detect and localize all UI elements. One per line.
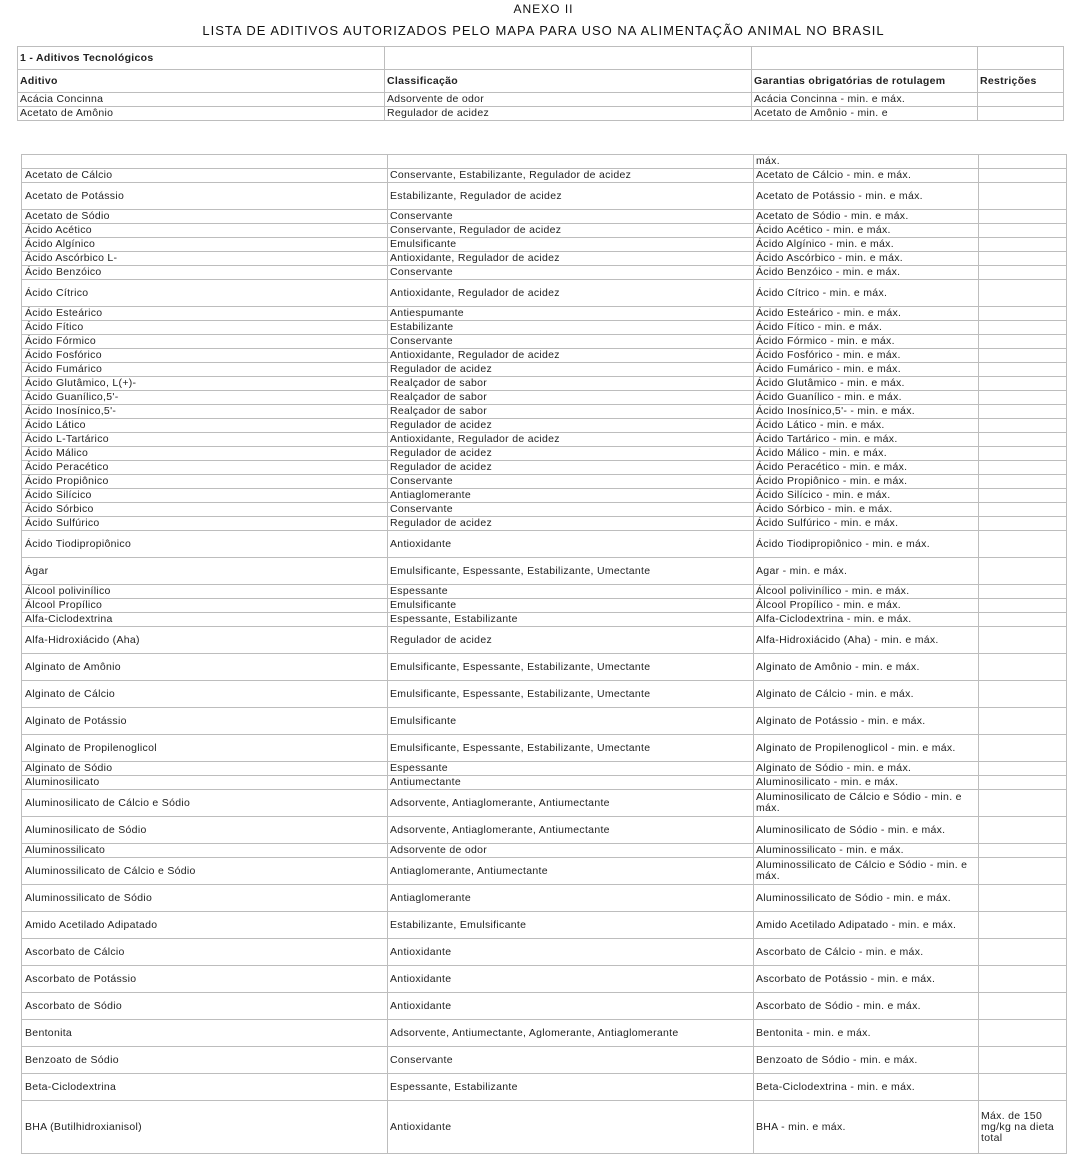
cell-aditivo: Ácido Sulfúrico xyxy=(22,517,388,531)
table-row xyxy=(22,1047,1067,1074)
table-row xyxy=(22,1074,1067,1101)
cell-classificacao: Realçador de sabor xyxy=(388,377,754,391)
cell-restricoes xyxy=(979,558,1067,585)
cell-aditivo: Alginato de Amônio xyxy=(22,654,388,681)
table-row xyxy=(22,321,1067,335)
cell-classificacao: Emulsificante, Espessante, Estabilizante, Umectante xyxy=(388,654,754,681)
cell-garantias: Ácido Benzóico - min. e máx. xyxy=(754,266,979,280)
table-row xyxy=(22,363,1067,377)
table-row xyxy=(22,939,1067,966)
cell-classificacao: Conservante xyxy=(388,210,754,224)
table-row xyxy=(22,461,1067,475)
cell-aditivo: Ácido Acético xyxy=(22,224,388,238)
cell-aditivo: Acácia Concinna xyxy=(18,93,385,107)
cell-garantias: Aluminosilicato de Sódio - min. e máx. xyxy=(754,817,979,844)
cell-garantias: Ascorbato de Potássio - min. e máx. xyxy=(754,966,979,993)
cell-aditivo: Aluminosilicato de Cálcio e Sódio xyxy=(22,790,388,817)
cell-classificacao: Antioxidante xyxy=(388,966,754,993)
cell-restricoes xyxy=(979,461,1067,475)
cell-garantias: Agar - min. e máx. xyxy=(754,558,979,585)
table-row xyxy=(22,169,1067,183)
cell-garantias: Ácido Acético - min. e máx. xyxy=(754,224,979,238)
table-row xyxy=(22,475,1067,489)
cell-classificacao: Conservante xyxy=(388,503,754,517)
cell-classificacao: Conservante xyxy=(388,335,754,349)
cell-aditivo: Alfa-Ciclodextrina xyxy=(22,613,388,627)
cell-classificacao: Conservante xyxy=(388,266,754,280)
table-row xyxy=(22,517,1067,531)
cell-restricoes xyxy=(979,280,1067,307)
cell-restricoes xyxy=(979,735,1067,762)
table-row xyxy=(22,210,1067,224)
cell-classificacao: Estabilizante, Emulsificante xyxy=(388,912,754,939)
cell-restricoes xyxy=(979,433,1067,447)
cell-classificacao: Conservante xyxy=(388,475,754,489)
cell-restricoes xyxy=(979,844,1067,858)
cell-aditivo: Aluminossilicato de Cálcio e Sódio xyxy=(22,858,388,885)
cell-aditivo: Alfa-Hidroxiácido (Aha) xyxy=(22,627,388,654)
cell-aditivo: Ácido Peracético xyxy=(22,461,388,475)
cell-garantias: máx. xyxy=(754,155,979,169)
cell-garantias: Ácido Tiodipropiônico - min. e máx. xyxy=(754,531,979,558)
cell-aditivo: Ácido Málico xyxy=(22,447,388,461)
cell-garantias: Álcool Propílico - min. e máx. xyxy=(754,599,979,613)
cell-restricoes xyxy=(978,107,1064,121)
cell-restricoes xyxy=(979,363,1067,377)
cell-garantias: Ascorbato de Cálcio - min. e máx. xyxy=(754,939,979,966)
cell-classificacao: Antioxidante, Regulador de acidez xyxy=(388,252,754,266)
table-row xyxy=(22,681,1067,708)
cell-aditivo: Aluminossilicato de Sódio xyxy=(22,885,388,912)
cell-aditivo: Ácido Esteárico xyxy=(22,307,388,321)
cell-garantias: Ácido Málico - min. e máx. xyxy=(754,447,979,461)
cell-classificacao: Antiaglomerante, Antiumectante xyxy=(388,858,754,885)
cell-restricoes xyxy=(979,517,1067,531)
column-header-restricoes: Restrições xyxy=(978,70,1064,93)
column-header-garantias: Garantias obrigatórias de rotulagem xyxy=(752,70,978,93)
cell-garantias: Acácia Concinna - min. e máx. xyxy=(752,93,978,107)
cell-classificacao: Antioxidante xyxy=(388,993,754,1020)
cell-garantias: Ácido Lático - min. e máx. xyxy=(754,419,979,433)
cell-garantias: Ácido Propiônico - min. e máx. xyxy=(754,475,979,489)
cell-garantias: Ascorbato de Sódio - min. e máx. xyxy=(754,993,979,1020)
cell-garantias: Benzoato de Sódio - min. e máx. xyxy=(754,1047,979,1074)
cell-garantias: Acetato de Cálcio - min. e máx. xyxy=(754,169,979,183)
column-header-classificacao: Classificação xyxy=(385,70,752,93)
cell-classificacao: Conservante xyxy=(388,1047,754,1074)
cell-classificacao: Regulador de acidez xyxy=(388,419,754,433)
cell-garantias: Ácido Fórmico - min. e máx. xyxy=(754,335,979,349)
cell-restricoes xyxy=(979,599,1067,613)
table-row xyxy=(22,349,1067,363)
cell-classificacao: Regulador de acidez xyxy=(388,627,754,654)
cell-aditivo: Aluminossilicato xyxy=(22,844,388,858)
table-row xyxy=(22,531,1067,558)
cell-restricoes xyxy=(979,377,1067,391)
table-row xyxy=(22,224,1067,238)
table-row xyxy=(22,885,1067,912)
cell-restricoes xyxy=(979,654,1067,681)
table-row xyxy=(22,735,1067,762)
cell-classificacao: Realçador de sabor xyxy=(388,405,754,419)
column-header-row xyxy=(18,70,1064,93)
table-row xyxy=(22,280,1067,307)
cell-garantias: Ácido Tartárico - min. e máx. xyxy=(754,433,979,447)
cell-aditivo: Ácido L-Tartárico xyxy=(22,433,388,447)
cell-garantias: Ácido Fosfórico - min. e máx. xyxy=(754,349,979,363)
table-row xyxy=(22,391,1067,405)
table-row xyxy=(22,447,1067,461)
table-row xyxy=(22,762,1067,776)
cell-aditivo: Acetato de Amônio xyxy=(18,107,385,121)
cell-restricoes: Máx. de 150 mg/kg na dieta total xyxy=(979,1101,1067,1154)
cell-aditivo: Ácido Silícico xyxy=(22,489,388,503)
table-row xyxy=(22,627,1067,654)
cell-classificacao: Antiumectante xyxy=(388,776,754,790)
cell-classificacao: Regulador de acidez xyxy=(388,447,754,461)
cell-restricoes xyxy=(979,966,1067,993)
table-row xyxy=(22,599,1067,613)
cell-restricoes xyxy=(979,307,1067,321)
cell-aditivo: Aluminosilicato de Sódio xyxy=(22,817,388,844)
cell-restricoes xyxy=(979,1020,1067,1047)
table-row xyxy=(22,503,1067,517)
cell-classificacao: Regulador de acidez xyxy=(388,517,754,531)
cell-classificacao: Espessante xyxy=(388,762,754,776)
cell-garantias: Ácido Guanílico - min. e máx. xyxy=(754,391,979,405)
cell-classificacao: Estabilizante, Regulador de acidez xyxy=(388,183,754,210)
cell-garantias: Ácido Cítrico - min. e máx. xyxy=(754,280,979,307)
cell-aditivo: Ácido Benzóico xyxy=(22,266,388,280)
cell-classificacao: Antiespumante xyxy=(388,307,754,321)
table-row xyxy=(22,993,1067,1020)
table-row xyxy=(22,433,1067,447)
annex-label: ANEXO II xyxy=(513,2,574,16)
cell-aditivo: Álcool Propílico xyxy=(22,599,388,613)
table-row xyxy=(22,489,1067,503)
cell-aditivo: Aluminosilicato xyxy=(22,776,388,790)
cell-restricoes xyxy=(979,627,1067,654)
cell-aditivo: Álcool polivinílico xyxy=(22,585,388,599)
cell-classificacao: Antioxidante xyxy=(388,939,754,966)
cell-restricoes xyxy=(979,503,1067,517)
cell-restricoes xyxy=(979,790,1067,817)
cell-aditivo: Acetato de Sódio xyxy=(22,210,388,224)
cell-classificacao: Estabilizante xyxy=(388,321,754,335)
cell-classificacao: Regulador de acidez xyxy=(388,461,754,475)
cell-garantias: Ácido Ascórbico - min. e máx. xyxy=(754,252,979,266)
cell-aditivo: Ascorbato de Potássio xyxy=(22,966,388,993)
cell-restricoes xyxy=(979,391,1067,405)
cell-garantias: Acetato de Potássio - min. e máx. xyxy=(754,183,979,210)
cell-classificacao: Adsorvente de odor xyxy=(388,844,754,858)
cell-aditivo: Ácido Lático xyxy=(22,419,388,433)
cell-garantias: Álcool polivinílico - min. e máx. xyxy=(754,585,979,599)
cell-garantias: Ácido Glutâmico - min. e máx. xyxy=(754,377,979,391)
cell-classificacao: Espessante, Estabilizante xyxy=(388,613,754,627)
cell-aditivo: Acetato de Cálcio xyxy=(22,169,388,183)
cell-aditivo: Alginato de Sódio xyxy=(22,762,388,776)
cell-classificacao: Espessante xyxy=(388,585,754,599)
table-row xyxy=(22,654,1067,681)
cell-restricoes xyxy=(979,885,1067,912)
cell-classificacao: Emulsificante, Espessante, Estabilizante, Umectante xyxy=(388,735,754,762)
cell-restricoes xyxy=(979,1074,1067,1101)
cell-classificacao: Antioxidante xyxy=(388,1101,754,1154)
cell-garantias: Alfa-Ciclodextrina - min. e máx. xyxy=(754,613,979,627)
cell-garantias: Aluminossilicato de Sódio - min. e máx. xyxy=(754,885,979,912)
cell-garantias: Alginato de Sódio - min. e máx. xyxy=(754,762,979,776)
cell-garantias: Aluminossilicato - min. e máx. xyxy=(754,844,979,858)
cell-restricoes xyxy=(979,224,1067,238)
cell-garantias: Alginato de Propilenoglicol - min. e máx. xyxy=(754,735,979,762)
cell-aditivo: Beta-Ciclodextrina xyxy=(22,1074,388,1101)
table-row xyxy=(22,844,1067,858)
cell-aditivo: Ácido Ascórbico L- xyxy=(22,252,388,266)
cell-classificacao: Antiaglomerante xyxy=(388,885,754,912)
cell-classificacao: Realçador de sabor xyxy=(388,391,754,405)
cell-restricoes xyxy=(979,613,1067,627)
cell-aditivo: Ácido Tiodipropiônico xyxy=(22,531,388,558)
cell-aditivo: Ágar xyxy=(22,558,388,585)
cell-aditivo: Ácido Fumárico xyxy=(22,363,388,377)
cell-aditivo: Alginato de Cálcio xyxy=(22,681,388,708)
cell-aditivo: Ascorbato de Cálcio xyxy=(22,939,388,966)
cell-restricoes xyxy=(979,585,1067,599)
cell-aditivo: Alginato de Potássio xyxy=(22,708,388,735)
cell-aditivo: Ácido Guanílico,5'- xyxy=(22,391,388,405)
cell-garantias: Amido Acetilado Adipatado - min. e máx. xyxy=(754,912,979,939)
table-row xyxy=(22,405,1067,419)
cell-restricoes xyxy=(979,858,1067,885)
cell-garantias: Ácido Peracético - min. e máx. xyxy=(754,461,979,475)
cell-restricoes xyxy=(979,817,1067,844)
cell-garantias: Acetato de Amônio - min. e xyxy=(752,107,978,121)
column-header-aditivo: Aditivo xyxy=(18,70,385,93)
cell-restricoes xyxy=(979,708,1067,735)
cell-classificacao: Emulsificante, Espessante, Estabilizante, Umectante xyxy=(388,681,754,708)
cell-restricoes xyxy=(979,169,1067,183)
table-row xyxy=(22,183,1067,210)
cell-classificacao: Antioxidante, Regulador de acidez xyxy=(388,349,754,363)
table-row xyxy=(22,558,1067,585)
cell-classificacao: Antioxidante, Regulador de acidez xyxy=(388,433,754,447)
cell-restricoes xyxy=(979,776,1067,790)
section-row xyxy=(18,47,1064,70)
cell-garantias: Ácido Fítico - min. e máx. xyxy=(754,321,979,335)
cell-garantias: Ácido Fumárico - min. e máx. xyxy=(754,363,979,377)
cell-classificacao: Regulador de acidez xyxy=(385,107,752,121)
cell-restricoes xyxy=(979,531,1067,558)
cell-garantias: Ácido Algínico - min. e máx. xyxy=(754,238,979,252)
cell-aditivo: Ácido Inosínico,5'- xyxy=(22,405,388,419)
table-row xyxy=(22,858,1067,885)
additives-table-body xyxy=(22,155,1067,1154)
cell-restricoes xyxy=(979,335,1067,349)
cell-restricoes xyxy=(979,447,1067,461)
cell-restricoes xyxy=(978,93,1064,107)
cell-garantias: Ácido Inosínico,5'- - min. e máx. xyxy=(754,405,979,419)
cell-garantias: Ácido Sulfúrico - min. e máx. xyxy=(754,517,979,531)
cell-restricoes xyxy=(979,489,1067,503)
cell-aditivo: Ácido Algínico xyxy=(22,238,388,252)
additives-table xyxy=(21,154,1067,1154)
cell-garantias: Ácido Esteárico - min. e máx. xyxy=(754,307,979,321)
cell-restricoes xyxy=(979,238,1067,252)
cell-aditivo: Ácido Fítico xyxy=(22,321,388,335)
table-row xyxy=(22,776,1067,790)
cell-classificacao: Adsorvente, Antiaglomerante, Antiumectante xyxy=(388,790,754,817)
table-row xyxy=(22,419,1067,433)
cell-classificacao: Espessante, Estabilizante xyxy=(388,1074,754,1101)
cell-garantias: BHA - min. e máx. xyxy=(754,1101,979,1154)
table-row xyxy=(22,266,1067,280)
table-row xyxy=(22,585,1067,599)
cell-aditivo: Ascorbato de Sódio xyxy=(22,993,388,1020)
cell-restricoes xyxy=(979,419,1067,433)
table-row xyxy=(22,966,1067,993)
cell-restricoes xyxy=(979,349,1067,363)
cell-aditivo: Alginato de Propilenoglicol xyxy=(22,735,388,762)
additives-table-header xyxy=(17,46,1064,121)
cell-classificacao: Adsorvente, Antiaglomerante, Antiumectante xyxy=(388,817,754,844)
cell-aditivo: Bentonita xyxy=(22,1020,388,1047)
cell-garantias: Aluminossilicato de Cálcio e Sódio - min. e máx. xyxy=(754,858,979,885)
cell-classificacao: Adsorvente, Antiumectante, Aglomerante, Antiaglomerante xyxy=(388,1020,754,1047)
cell-aditivo: Ácido Fosfórico xyxy=(22,349,388,363)
table-row xyxy=(18,107,1064,121)
cell-garantias: Alginato de Potássio - min. e máx. xyxy=(754,708,979,735)
cell-classificacao: Conservante, Regulador de acidez xyxy=(388,224,754,238)
table-row xyxy=(22,817,1067,844)
cell-classificacao: Antiaglomerante xyxy=(388,489,754,503)
cell-restricoes xyxy=(979,939,1067,966)
cell-aditivo: BHA (Butilhidroxianisol) xyxy=(22,1101,388,1154)
cell-aditivo: Amido Acetilado Adipatado xyxy=(22,912,388,939)
table-row xyxy=(22,335,1067,349)
cell-restricoes xyxy=(979,681,1067,708)
document-title: LISTA DE ADITIVOS AUTORIZADOS PELO MAPA PARA USO NA ALIMENTAÇÃO ANIMAL NO BRASIL xyxy=(202,23,885,38)
table-row xyxy=(22,377,1067,391)
cell-aditivo: Acetato de Potássio xyxy=(22,183,388,210)
cell-restricoes xyxy=(979,252,1067,266)
cell-garantias: Ácido Silícico - min. e máx. xyxy=(754,489,979,503)
section-title: 1 - Aditivos Tecnológicos xyxy=(18,47,385,70)
table-row xyxy=(22,708,1067,735)
cell-aditivo: Benzoato de Sódio xyxy=(22,1047,388,1074)
table-row xyxy=(18,93,1064,107)
cell-garantias: Aluminosilicato de Cálcio e Sódio - min. e máx. xyxy=(754,790,979,817)
cell-garantias: Alginato de Amônio - min. e máx. xyxy=(754,654,979,681)
table-row xyxy=(22,252,1067,266)
cell-classificacao: Regulador de acidez xyxy=(388,363,754,377)
cell-classificacao: Adsorvente de odor xyxy=(385,93,752,107)
cell-aditivo: Ácido Sórbico xyxy=(22,503,388,517)
cell-restricoes xyxy=(979,993,1067,1020)
cell-garantias: Beta-Ciclodextrina - min. e máx. xyxy=(754,1074,979,1101)
cell-restricoes xyxy=(979,762,1067,776)
cell-restricoes xyxy=(979,266,1067,280)
cell-classificacao: Emulsificante xyxy=(388,708,754,735)
cell-aditivo: Ácido Glutâmico, L(+)- xyxy=(22,377,388,391)
cell-restricoes xyxy=(979,183,1067,210)
cell-garantias: Alginato de Cálcio - min. e máx. xyxy=(754,681,979,708)
cell-classificacao: Emulsificante xyxy=(388,238,754,252)
cell-garantias: Bentonita - min. e máx. xyxy=(754,1020,979,1047)
cell-restricoes xyxy=(979,912,1067,939)
cell-restricoes xyxy=(979,475,1067,489)
cell-aditivo: Ácido Propiônico xyxy=(22,475,388,489)
cell-garantias: Ácido Sórbico - min. e máx. xyxy=(754,503,979,517)
cell-classificacao: Emulsificante xyxy=(388,599,754,613)
cell-garantias: Acetato de Sódio - min. e máx. xyxy=(754,210,979,224)
continuation-row xyxy=(22,155,1067,169)
table-row xyxy=(22,307,1067,321)
cell-restricoes xyxy=(979,405,1067,419)
cell-garantias: Alfa-Hidroxiácido (Aha) - min. e máx. xyxy=(754,627,979,654)
cell-aditivo: Ácido Cítrico xyxy=(22,280,388,307)
table-row xyxy=(22,1020,1067,1047)
table-row xyxy=(22,790,1067,817)
cell-classificacao: Conservante, Estabilizante, Regulador de acidez xyxy=(388,169,754,183)
cell-aditivo: Ácido Fórmico xyxy=(22,335,388,349)
cell-restricoes xyxy=(979,210,1067,224)
table-row xyxy=(22,613,1067,627)
cell-classificacao: Emulsificante, Espessante, Estabilizante, Umectante xyxy=(388,558,754,585)
cell-classificacao: Antioxidante xyxy=(388,531,754,558)
cell-restricoes xyxy=(979,1047,1067,1074)
cell-classificacao: Antioxidante, Regulador de acidez xyxy=(388,280,754,307)
cell-restricoes xyxy=(979,321,1067,335)
table-row xyxy=(22,912,1067,939)
table-row xyxy=(22,1101,1067,1154)
table-row xyxy=(22,238,1067,252)
cell-garantias: Aluminosilicato - min. e máx. xyxy=(754,776,979,790)
